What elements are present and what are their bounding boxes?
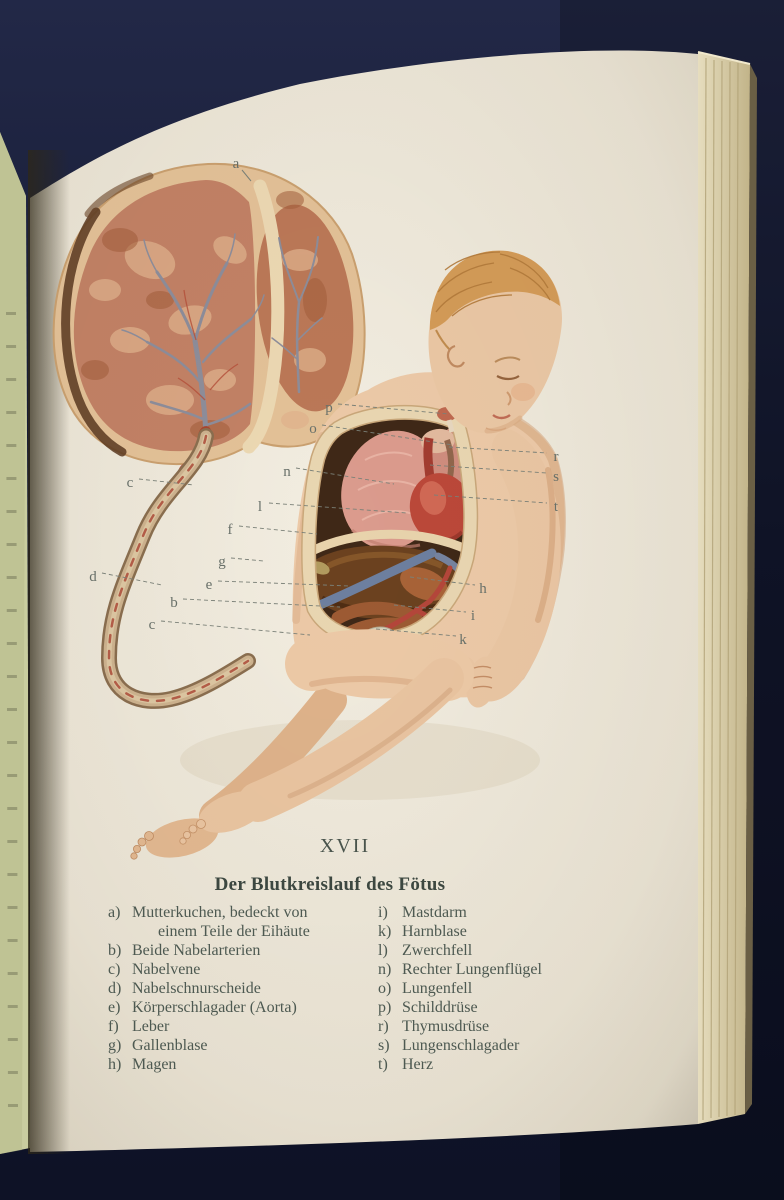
legend-item-p — [378, 998, 593, 1017]
legend-letter: k) — [378, 923, 392, 940]
facing-page-edge — [0, 132, 30, 1154]
legend-letter: f) — [108, 1018, 119, 1035]
legend-letter: g) — [108, 1037, 122, 1054]
legend-item-g — [108, 1036, 384, 1055]
legend-text: Herz — [402, 1056, 434, 1073]
legend-left-column — [108, 903, 384, 1074]
legend-text: Lungenfell — [402, 980, 473, 997]
legend-text: Nabelschnurscheide — [132, 980, 261, 997]
legend-text: Beide Nabelarterien — [132, 942, 261, 959]
legend-letter — [134, 922, 158, 941]
legend-text: Schilddrüse — [402, 999, 478, 1016]
legend-text: Harnblase — [402, 923, 467, 940]
legend-letter: o) — [378, 980, 392, 997]
legend-text: Rechter Lungenflügel — [402, 961, 542, 978]
legend-item-l — [378, 941, 593, 960]
legend-letter: r) — [378, 1018, 389, 1035]
plate-title: Der Blutkreislauf des Fötus — [214, 874, 446, 895]
legend-text: einem Teile der Eihäute — [158, 923, 310, 940]
legend-item-f — [108, 1017, 384, 1036]
legend-right-column — [378, 903, 593, 1074]
legend-letter: c) — [108, 961, 121, 978]
legend-item-a — [108, 903, 384, 922]
legend-letter: a) — [108, 904, 121, 921]
legend-item-r — [378, 1017, 593, 1036]
legend-text: Magen — [132, 1056, 177, 1073]
legend-item-s — [378, 1036, 593, 1055]
legend-text: Thymusdrüse — [402, 1018, 490, 1035]
legend-letter: h) — [108, 1056, 122, 1073]
legend-item-b — [108, 941, 384, 960]
legend-text: Mastdarm — [402, 904, 467, 921]
legend-letter: b) — [108, 942, 122, 959]
legend-item-n — [378, 960, 593, 979]
legend-text: Leber — [132, 1018, 170, 1035]
legend-text: Lungenschlagader — [402, 1037, 520, 1054]
legend-item-h — [108, 1055, 384, 1074]
legend-letter: e) — [108, 999, 121, 1016]
legend-item-o — [378, 979, 593, 998]
legend-letter: s) — [378, 1037, 390, 1054]
legend-item-c — [108, 960, 384, 979]
legend-text: Körperschlagader (Aorta) — [132, 999, 297, 1016]
legend-item-a-cont — [108, 922, 384, 941]
legend-text: Zwerchfell — [402, 942, 473, 959]
legend-item-i — [378, 903, 593, 922]
legend-text: Nabelvene — [132, 961, 201, 978]
legend-letter: p) — [378, 999, 392, 1016]
legend-letter: d) — [108, 980, 122, 997]
legend-letter: i) — [378, 904, 388, 921]
legend-item-k — [378, 922, 593, 941]
legend-text: Gallenblase — [132, 1037, 208, 1054]
legend-letter: t) — [378, 1056, 388, 1073]
legend-text: Mutterkuchen, bedeckt von — [132, 904, 308, 921]
plate-number: XVII — [319, 835, 371, 857]
legend-item-t — [378, 1055, 593, 1074]
legend-letter: l) — [378, 942, 388, 959]
legend-letter: n) — [378, 961, 392, 978]
legend-item-e — [108, 998, 384, 1017]
fore-edge-pages — [698, 52, 757, 1124]
legend-item-d — [108, 979, 384, 998]
